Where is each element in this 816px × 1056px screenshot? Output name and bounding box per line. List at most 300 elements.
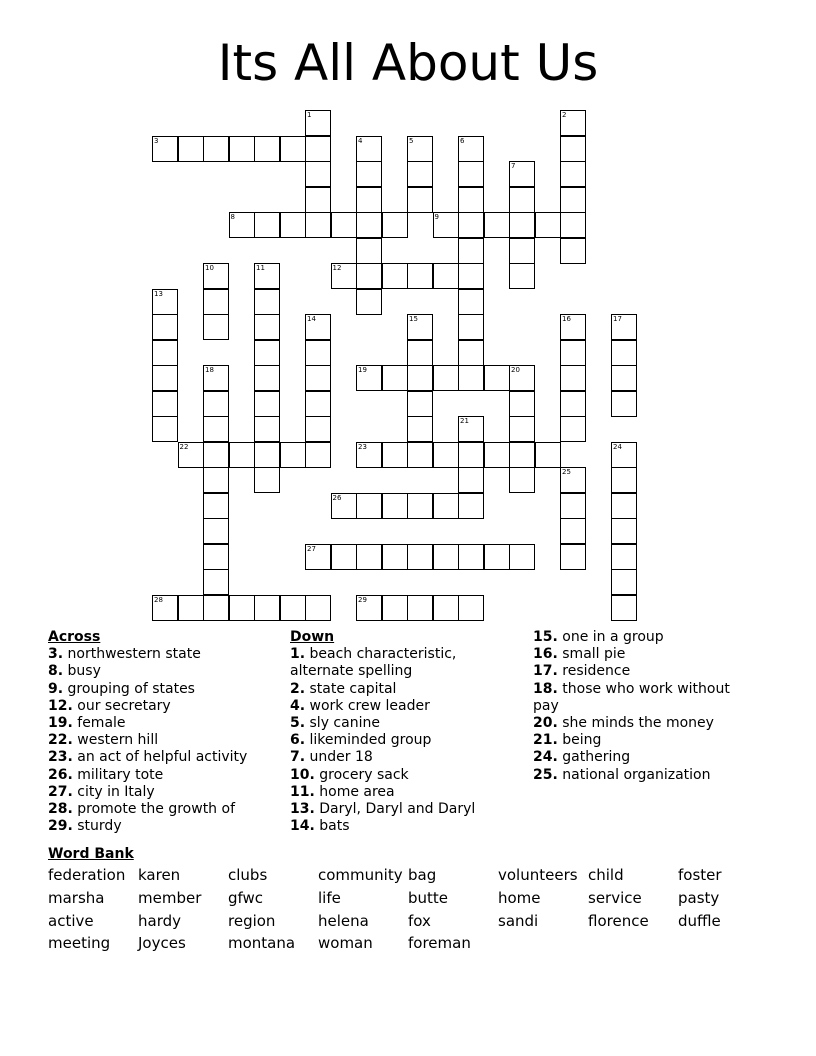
clue-number: 1 <box>307 111 312 119</box>
grid-cell[interactable] <box>356 238 382 264</box>
grid-cell[interactable] <box>560 187 586 213</box>
grid-cell[interactable] <box>560 340 586 366</box>
grid-cell[interactable] <box>560 493 586 519</box>
grid-cell[interactable] <box>407 391 433 417</box>
grid-cell[interactable] <box>331 493 357 519</box>
word-bank-word: meeting <box>48 934 111 952</box>
grid-cell[interactable] <box>458 289 484 315</box>
grid-cell[interactable] <box>458 161 484 187</box>
grid-cell[interactable] <box>254 289 280 315</box>
grid-cell[interactable] <box>458 340 484 366</box>
clue-number-label: 19. <box>48 715 73 732</box>
clue-number-label: 17. <box>533 663 558 680</box>
grid-cell[interactable] <box>280 595 306 621</box>
clue-text: gathering <box>557 749 631 766</box>
grid-cell[interactable] <box>305 314 331 340</box>
grid-cell[interactable] <box>356 595 382 621</box>
grid-cell[interactable] <box>407 340 433 366</box>
grid-cell[interactable] <box>152 595 178 621</box>
word-bank-word: life <box>318 889 341 907</box>
clue-number: 3 <box>154 136 159 145</box>
word-bank-word: active <box>48 912 94 930</box>
word-bank-word: child <box>588 866 624 884</box>
grid-cell[interactable] <box>611 314 637 340</box>
grid-cell[interactable] <box>484 442 510 468</box>
grid-cell[interactable] <box>560 416 586 442</box>
grid-cell[interactable] <box>611 365 637 391</box>
grid-cell[interactable] <box>305 595 331 621</box>
word-bank-word: federation <box>48 866 126 884</box>
down-clues-continued <box>533 629 748 784</box>
word-bank-word: volunteers <box>498 866 578 884</box>
down-heading: Down <box>290 629 335 645</box>
clue-item <box>48 767 278 784</box>
clue-number: 27 <box>307 544 316 553</box>
grid-cell[interactable] <box>178 136 204 162</box>
clue-item <box>290 715 520 732</box>
clue-number: 12 <box>332 264 342 272</box>
clue-text: female <box>72 715 126 732</box>
clue-number-label: 3. <box>48 646 64 663</box>
grid-cell[interactable] <box>254 136 280 162</box>
grid-cell[interactable] <box>356 212 382 238</box>
clue-text: state capital <box>305 680 397 697</box>
grid-cell[interactable] <box>203 493 229 519</box>
clue-text: bats <box>314 818 350 835</box>
clue-number-label: 6. <box>290 732 306 749</box>
clue-item <box>290 732 520 749</box>
grid-cell[interactable] <box>458 136 484 162</box>
word-bank-word: Joyces <box>138 934 186 952</box>
grid-cell[interactable] <box>509 263 535 289</box>
grid-cell[interactable] <box>611 442 637 468</box>
grid-cell[interactable] <box>331 263 357 289</box>
grid-cell[interactable] <box>356 544 382 570</box>
grid-cell[interactable] <box>484 212 510 238</box>
clue-item <box>533 646 748 663</box>
word-bank-word: foster <box>678 866 722 884</box>
grid-cell[interactable] <box>203 391 229 417</box>
clue-item <box>533 767 748 784</box>
grid-cell[interactable] <box>229 595 255 621</box>
clue-number: 9 <box>434 213 439 221</box>
grid-cell[interactable] <box>305 544 331 570</box>
grid-cell[interactable] <box>203 467 229 493</box>
clue-item <box>290 818 520 835</box>
clue-number-label: 9. <box>48 680 64 697</box>
grid-cell[interactable] <box>407 263 433 289</box>
grid-cell[interactable] <box>356 136 382 162</box>
clue-item <box>48 681 278 698</box>
clue-number: 2 <box>562 111 567 119</box>
clue-number: 25 <box>562 468 571 476</box>
grid-cell[interactable] <box>509 238 535 264</box>
grid-cell[interactable] <box>535 442 561 468</box>
clue-text: national organization <box>557 766 711 783</box>
word-bank-word: florence <box>588 912 649 930</box>
grid-cell[interactable] <box>407 544 433 570</box>
grid-cell[interactable] <box>484 544 510 570</box>
grid-cell[interactable] <box>560 110 586 136</box>
grid-cell[interactable] <box>433 493 459 519</box>
grid-cell[interactable] <box>305 187 331 213</box>
clue-number-label: 1. <box>290 646 306 663</box>
word-bank-word: pasty <box>678 889 720 907</box>
grid-cell[interactable] <box>356 442 382 468</box>
grid-cell[interactable] <box>433 544 459 570</box>
clue-item <box>533 715 748 732</box>
grid-cell[interactable] <box>152 340 178 366</box>
word-bank-word: community <box>318 866 403 884</box>
grid-cell[interactable] <box>611 595 637 621</box>
grid-cell[interactable] <box>509 187 535 213</box>
grid-cell[interactable] <box>433 365 459 391</box>
word-bank-word: hardy <box>138 912 182 930</box>
grid-cell[interactable] <box>305 442 331 468</box>
clue-number: 26 <box>332 493 342 502</box>
grid-cell[interactable] <box>509 391 535 417</box>
grid-cell[interactable] <box>254 416 280 442</box>
clue-text: sturdy <box>72 818 122 835</box>
clue-number-label: 21. <box>533 732 558 749</box>
grid-cell[interactable] <box>407 314 433 340</box>
clue-item <box>533 732 748 749</box>
grid-cell[interactable] <box>203 416 229 442</box>
grid-cell[interactable] <box>203 595 229 621</box>
grid-cell[interactable] <box>254 263 280 289</box>
grid-cell[interactable] <box>203 569 229 595</box>
clue-text: under 18 <box>305 749 373 766</box>
word-bank-word: clubs <box>228 866 268 884</box>
grid-cell[interactable] <box>433 442 459 468</box>
grid-cell[interactable] <box>152 314 178 340</box>
grid-cell[interactable] <box>203 314 229 340</box>
grid-cell[interactable] <box>458 365 484 391</box>
clue-item <box>290 681 520 698</box>
grid-cell[interactable] <box>152 416 178 442</box>
grid-cell[interactable] <box>254 314 280 340</box>
clue-text: residence <box>557 663 631 680</box>
across-clues <box>48 629 278 835</box>
grid-cell[interactable] <box>203 442 229 468</box>
grid-cell[interactable] <box>254 365 280 391</box>
grid-cell[interactable] <box>356 161 382 187</box>
word-bank-word: butte <box>408 889 449 907</box>
clue-item <box>48 646 278 663</box>
grid-cell[interactable] <box>305 161 331 187</box>
grid-cell[interactable] <box>458 595 484 621</box>
grid-cell[interactable] <box>203 289 229 315</box>
grid-cell[interactable] <box>152 136 178 162</box>
word-bank-word: marsha <box>48 889 105 907</box>
grid-cell[interactable] <box>611 493 637 519</box>
grid-cell[interactable] <box>305 416 331 442</box>
across-heading: Across <box>48 629 101 645</box>
grid-cell[interactable] <box>152 365 178 391</box>
clue-number: 20 <box>511 366 520 374</box>
grid-cell[interactable] <box>458 212 484 238</box>
clue-number: 8 <box>230 213 235 221</box>
clue-item <box>48 784 278 801</box>
clue-text: military tote <box>72 766 164 783</box>
grid-cell[interactable] <box>356 263 382 289</box>
grid-cell[interactable] <box>458 263 484 289</box>
grid-cell[interactable] <box>611 569 637 595</box>
word-bank-word: region <box>228 912 276 930</box>
grid-cell[interactable] <box>254 467 280 493</box>
grid-cell[interactable] <box>458 314 484 340</box>
grid-cell[interactable] <box>331 212 357 238</box>
grid-cell[interactable] <box>535 212 561 238</box>
grid-cell[interactable] <box>254 340 280 366</box>
clue-number-label: 28. <box>48 801 73 818</box>
clue-text: our secretary <box>72 697 171 714</box>
grid-cell[interactable] <box>509 212 535 238</box>
grid-cell[interactable] <box>356 187 382 213</box>
clue-item <box>533 629 748 646</box>
grid-cell[interactable] <box>458 442 484 468</box>
grid-cell[interactable] <box>509 161 535 187</box>
clue-item <box>48 818 278 835</box>
clue-number-label: 25. <box>533 766 558 783</box>
word-bank-word: member <box>138 889 202 907</box>
grid-cell[interactable] <box>305 391 331 417</box>
clue-item <box>48 715 278 732</box>
grid-cell[interactable] <box>229 136 255 162</box>
clue-text: grocery sack <box>314 766 409 783</box>
grid-cell[interactable] <box>382 493 408 519</box>
clue-number: 21 <box>460 417 469 425</box>
grid-cell[interactable] <box>611 518 637 544</box>
grid-cell[interactable] <box>560 238 586 264</box>
grid-cell[interactable] <box>280 212 306 238</box>
word-bank-heading: Word Bank <box>48 846 134 862</box>
grid-cell[interactable] <box>611 340 637 366</box>
clue-item <box>290 784 520 801</box>
clue-text: likeminded group <box>305 732 432 749</box>
clue-text: an act of helpful activity <box>72 749 248 766</box>
grid-cell[interactable] <box>458 238 484 264</box>
clue-item <box>533 749 748 766</box>
grid-cell[interactable] <box>203 136 229 162</box>
word-bank-word: gfwc <box>228 889 264 907</box>
clue-number-label: 10. <box>290 766 315 783</box>
clue-number-label: 18. <box>533 680 558 697</box>
clue-number: 4 <box>358 136 363 145</box>
grid-cell[interactable] <box>203 544 229 570</box>
grid-cell[interactable] <box>611 467 637 493</box>
grid-cell[interactable] <box>356 493 382 519</box>
grid-cell[interactable] <box>356 365 382 391</box>
down-clues <box>290 629 520 835</box>
grid-cell[interactable] <box>178 595 204 621</box>
word-bank-word: service <box>588 889 642 907</box>
grid-cell[interactable] <box>407 416 433 442</box>
clue-text: one in a group <box>557 629 664 645</box>
grid-cell[interactable] <box>152 391 178 417</box>
clue-number: 15 <box>409 315 418 323</box>
grid-cell[interactable] <box>229 442 255 468</box>
clue-number: 16 <box>562 315 571 323</box>
clue-number: 22 <box>179 442 189 451</box>
clue-number-label: 24. <box>533 749 558 766</box>
clue-number: 5 <box>409 136 414 145</box>
grid-cell[interactable] <box>407 442 433 468</box>
word-bank-word: woman <box>318 934 373 952</box>
clue-number-label: 29. <box>48 818 73 835</box>
clue-text: grouping of states <box>63 680 195 697</box>
grid-cell[interactable] <box>280 136 306 162</box>
grid-cell[interactable] <box>356 289 382 315</box>
grid-cell[interactable] <box>305 340 331 366</box>
grid-cell[interactable] <box>509 442 535 468</box>
clue-number: 28 <box>154 595 163 604</box>
puzzle-title: Its All About Us <box>217 34 599 92</box>
clue-number: 24 <box>613 442 622 451</box>
clue-text: small pie <box>557 646 626 663</box>
clue-number-label: 4. <box>290 697 306 714</box>
grid-cell[interactable] <box>407 136 433 162</box>
clue-number-label: 11. <box>290 783 315 800</box>
clue-text: home area <box>314 783 395 800</box>
grid-cell[interactable] <box>407 161 433 187</box>
clue-item <box>290 698 520 715</box>
word-bank-word: montana <box>228 934 296 952</box>
word-bank-word: duffle <box>678 912 721 930</box>
grid-cell[interactable] <box>560 212 586 238</box>
clue-number-label: 7. <box>290 749 306 766</box>
clue-number-label: 2. <box>290 680 306 697</box>
clue-number-label: 13. <box>290 801 315 818</box>
clue-item <box>533 681 748 715</box>
grid-cell[interactable] <box>203 263 229 289</box>
grid-cell[interactable] <box>229 212 255 238</box>
grid-cell[interactable] <box>560 314 586 340</box>
grid-cell[interactable] <box>433 595 459 621</box>
clue-number: 11 <box>256 264 265 272</box>
grid-cell[interactable] <box>203 365 229 391</box>
grid-cell[interactable] <box>152 289 178 315</box>
clue-number: 29 <box>358 595 367 604</box>
grid-cell[interactable] <box>433 263 459 289</box>
grid-cell[interactable] <box>407 365 433 391</box>
grid-cell[interactable] <box>611 544 637 570</box>
grid-cell[interactable] <box>433 212 459 238</box>
clue-number: 14 <box>307 315 316 323</box>
clue-number: 6 <box>460 136 465 145</box>
grid-cell[interactable] <box>382 544 408 570</box>
grid-cell[interactable] <box>458 187 484 213</box>
grid-cell[interactable] <box>305 365 331 391</box>
grid-cell[interactable] <box>458 467 484 493</box>
grid-cell[interactable] <box>254 212 280 238</box>
grid-cell[interactable] <box>509 416 535 442</box>
grid-cell[interactable] <box>458 544 484 570</box>
grid-cell[interactable] <box>560 518 586 544</box>
clue-number-label: 26. <box>48 766 73 783</box>
grid-cell[interactable] <box>331 544 357 570</box>
clue-text: beach characteristic, alternate spelling <box>290 646 457 680</box>
grid-cell[interactable] <box>458 493 484 519</box>
grid-cell[interactable] <box>560 467 586 493</box>
clue-text: being <box>557 732 602 749</box>
word-bank-word: bag <box>408 866 437 884</box>
grid-cell[interactable] <box>560 365 586 391</box>
clue-text: busy <box>63 663 101 680</box>
grid-cell[interactable] <box>254 595 280 621</box>
grid-cell[interactable] <box>305 136 331 162</box>
clue-number-label: 15. <box>533 629 558 645</box>
grid-cell[interactable] <box>611 391 637 417</box>
clue-number-label: 5. <box>290 715 306 732</box>
word-bank-word: sandi <box>498 912 539 930</box>
grid-cell[interactable] <box>407 595 433 621</box>
grid-cell[interactable] <box>382 365 408 391</box>
grid-cell[interactable] <box>560 161 586 187</box>
grid-cell[interactable] <box>560 136 586 162</box>
word-bank-word: foreman <box>408 934 471 952</box>
grid-cell[interactable] <box>382 595 408 621</box>
grid-cell[interactable] <box>509 544 535 570</box>
grid-cell[interactable] <box>382 263 408 289</box>
clue-item <box>290 646 520 680</box>
grid-cell[interactable] <box>458 416 484 442</box>
word-bank-word: fox <box>408 912 431 930</box>
grid-cell[interactable] <box>509 365 535 391</box>
clue-number-label: 16. <box>533 646 558 663</box>
clue-number-label: 12. <box>48 697 73 714</box>
clue-item <box>48 732 278 749</box>
clue-text: those who work without pay <box>533 680 730 714</box>
clue-text: northwestern state <box>63 646 201 663</box>
grid-cell[interactable] <box>254 442 280 468</box>
grid-cell[interactable] <box>203 518 229 544</box>
grid-cell[interactable] <box>280 442 306 468</box>
grid-cell[interactable] <box>178 442 204 468</box>
grid-cell[interactable] <box>254 391 280 417</box>
clue-number: 7 <box>511 162 516 170</box>
grid-cell[interactable] <box>560 391 586 417</box>
clue-item <box>48 663 278 680</box>
grid-cell[interactable] <box>560 544 586 570</box>
clue-text: she minds the money <box>557 715 714 732</box>
clue-number-label: 8. <box>48 663 64 680</box>
clue-number-label: 22. <box>48 732 73 749</box>
clue-text: sly canine <box>305 715 380 732</box>
clue-item <box>48 801 278 818</box>
grid-cell[interactable] <box>382 442 408 468</box>
grid-cell[interactable] <box>484 365 510 391</box>
grid-cell[interactable] <box>382 212 408 238</box>
clue-item <box>290 749 520 766</box>
clue-item <box>48 749 278 766</box>
clue-text: western hill <box>72 732 159 749</box>
clue-number: 18 <box>205 366 214 374</box>
word-bank-word: helena <box>318 912 369 930</box>
grid-cell[interactable] <box>305 110 331 136</box>
grid-cell[interactable] <box>407 187 433 213</box>
clue-text: promote the growth of <box>72 801 236 818</box>
clue-item <box>533 663 748 680</box>
clue-number: 10 <box>205 264 214 272</box>
grid-cell[interactable] <box>305 212 331 238</box>
grid-cell[interactable] <box>407 493 433 519</box>
clue-text: work crew leader <box>305 697 430 714</box>
clue-item <box>48 698 278 715</box>
clue-number: 23 <box>358 442 367 451</box>
grid-cell[interactable] <box>509 467 535 493</box>
word-bank-word: home <box>498 889 541 907</box>
